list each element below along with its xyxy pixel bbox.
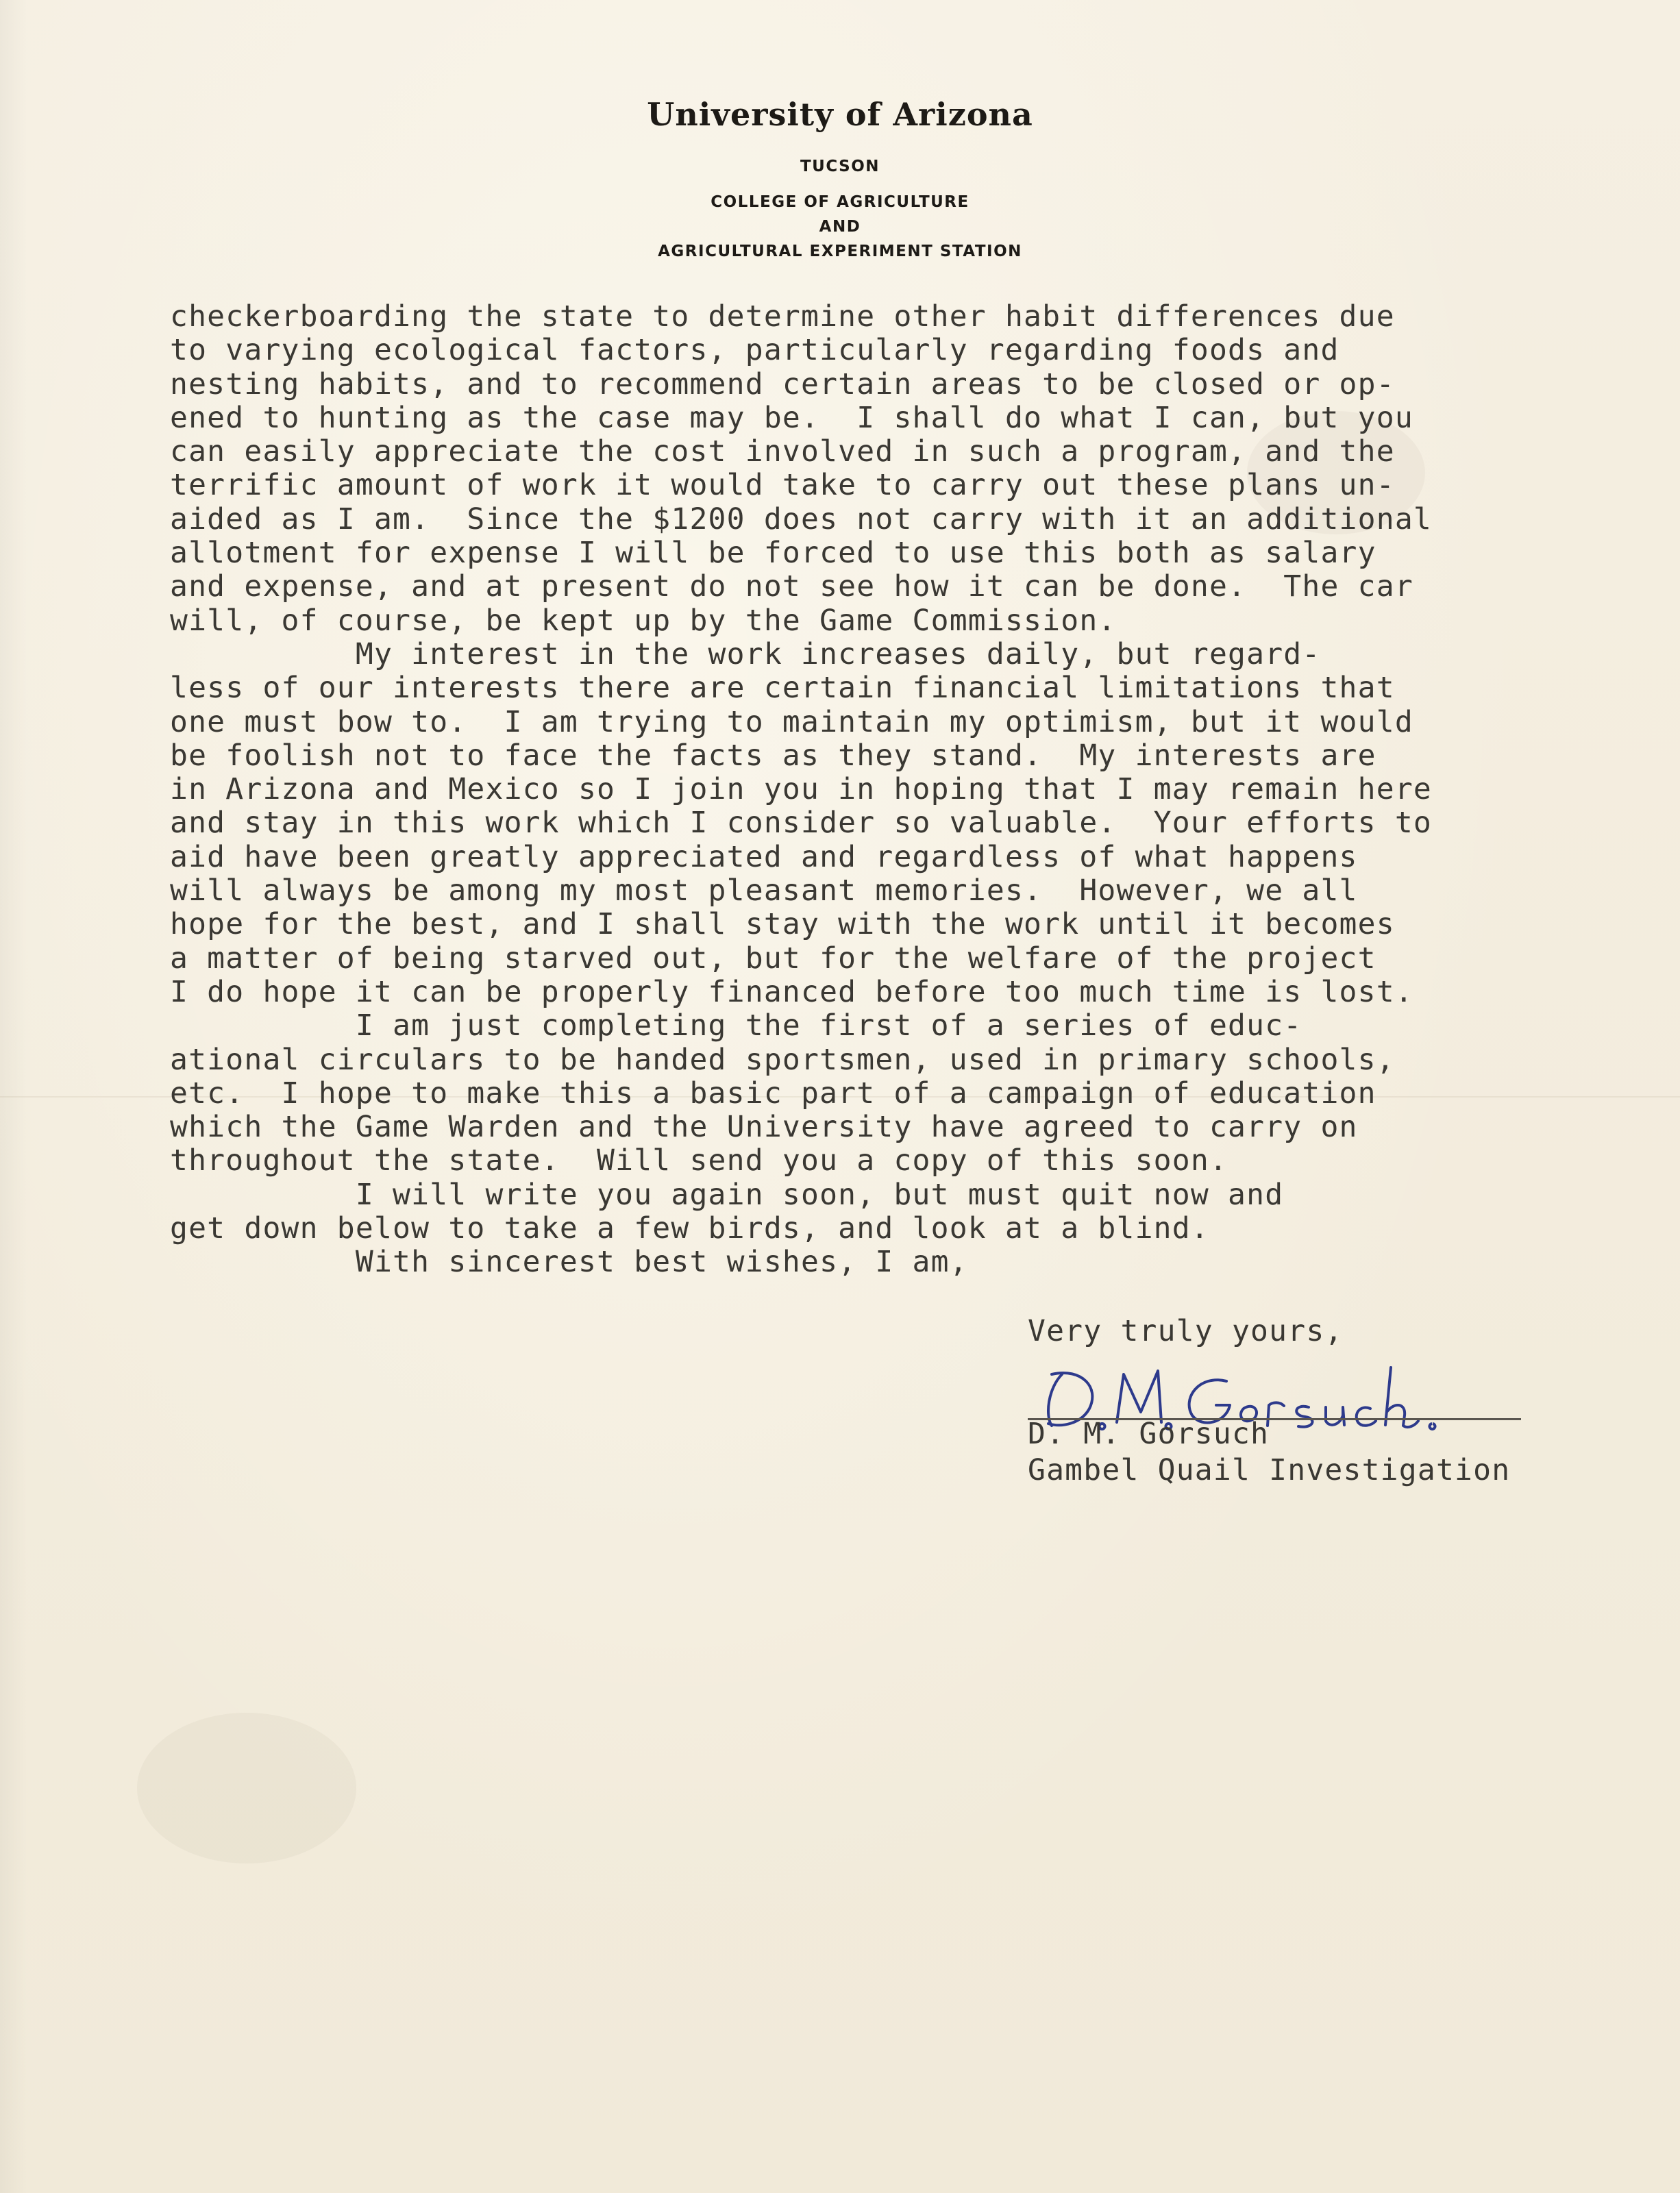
body-line: in Arizona and Mexico so I join you in hoping that I may remain here <box>170 772 1432 807</box>
body-line: I am just completing the first of a series of educ- <box>170 1008 1302 1043</box>
body-line: aided as I am. Since the $1200 does not carry with it an additional <box>170 501 1432 536</box>
body-line: get down below to take a few birds, and look at a blind. <box>170 1211 1209 1246</box>
letterhead-city: TUCSON <box>800 158 880 175</box>
body-line: etc. I hope to make this a basic part of a campaign of education <box>170 1076 1376 1111</box>
body-line: and expense, and at present do not see how it can be done. The car <box>170 569 1413 604</box>
body-line: will, of course, be kept up by the Game Commission. <box>170 603 1117 638</box>
body-line: I will write you again soon, but must quit now and <box>170 1177 1284 1212</box>
closing-salutation: Very truly yours, <box>1028 1314 1344 1348</box>
body-line: checkerboarding the state to determine other habit differences due <box>170 299 1395 334</box>
body-line: hope for the best, and I shall stay with the work until it becomes <box>170 907 1395 942</box>
body-line: throughout the state. Will send you a copy of this soon. <box>170 1143 1228 1178</box>
body-line: can easily appreciate the cost involved in such a program, and the <box>170 434 1395 469</box>
body-line: nesting habits, and to recommend certain areas to be closed or op- <box>170 367 1395 401</box>
body-line: aid have been greatly appreciated and regardless of what happens <box>170 839 1358 874</box>
body-line: one must bow to. I am trying to maintain my optimism, but it would <box>170 704 1413 739</box>
body-line: ational circulars to be handed sportsmen, used in primary schools, <box>170 1042 1395 1077</box>
signer-title: Gambel Quail Investigation <box>1028 1453 1511 1487</box>
paper-stain <box>137 1713 356 1863</box>
body-line: and stay in this work which I consider so valuable. Your efforts to <box>170 806 1432 841</box>
body-line: I do hope it can be properly financed before too much time is lost. <box>170 974 1413 1009</box>
letterhead-conjunction: AND <box>819 218 861 236</box>
body-line: With sincerest best wishes, I am, <box>170 1245 968 1280</box>
letterhead-college: COLLEGE OF AGRICULTURE <box>711 193 969 211</box>
letter-body <box>170 300 1568 1280</box>
typed-name: D. M. Gorsuch <box>1028 1417 1270 1451</box>
body-line: be foolish not to face the facts as they stand. My interests are <box>170 738 1376 773</box>
body-line: terrific amount of work it would take to carry out these plans un- <box>170 468 1395 503</box>
body-line: to varying ecological factors, particularly regarding foods and <box>170 333 1339 368</box>
body-line: which the Game Warden and the University have agreed to carry on <box>170 1110 1358 1145</box>
signature-block <box>1028 1314 1511 1487</box>
body-line: a matter of being starved out, but for the welfare of the project <box>170 941 1376 976</box>
body-line: allotment for expense I will be forced to use this both as salary <box>170 536 1376 571</box>
letterhead-institution: University of Arizona <box>647 96 1033 133</box>
body-line: less of our interests there are certain financial limitations that <box>170 671 1395 706</box>
body-line: ened to hunting as the case may be. I shall do what I can, but you <box>170 400 1413 435</box>
body-line: My interest in the work increases daily, but regard- <box>170 636 1321 671</box>
body-line: will always be among my most pleasant memories. However, we all <box>170 874 1358 908</box>
letterhead-station: AGRICULTURAL EXPERIMENT STATION <box>658 243 1022 260</box>
